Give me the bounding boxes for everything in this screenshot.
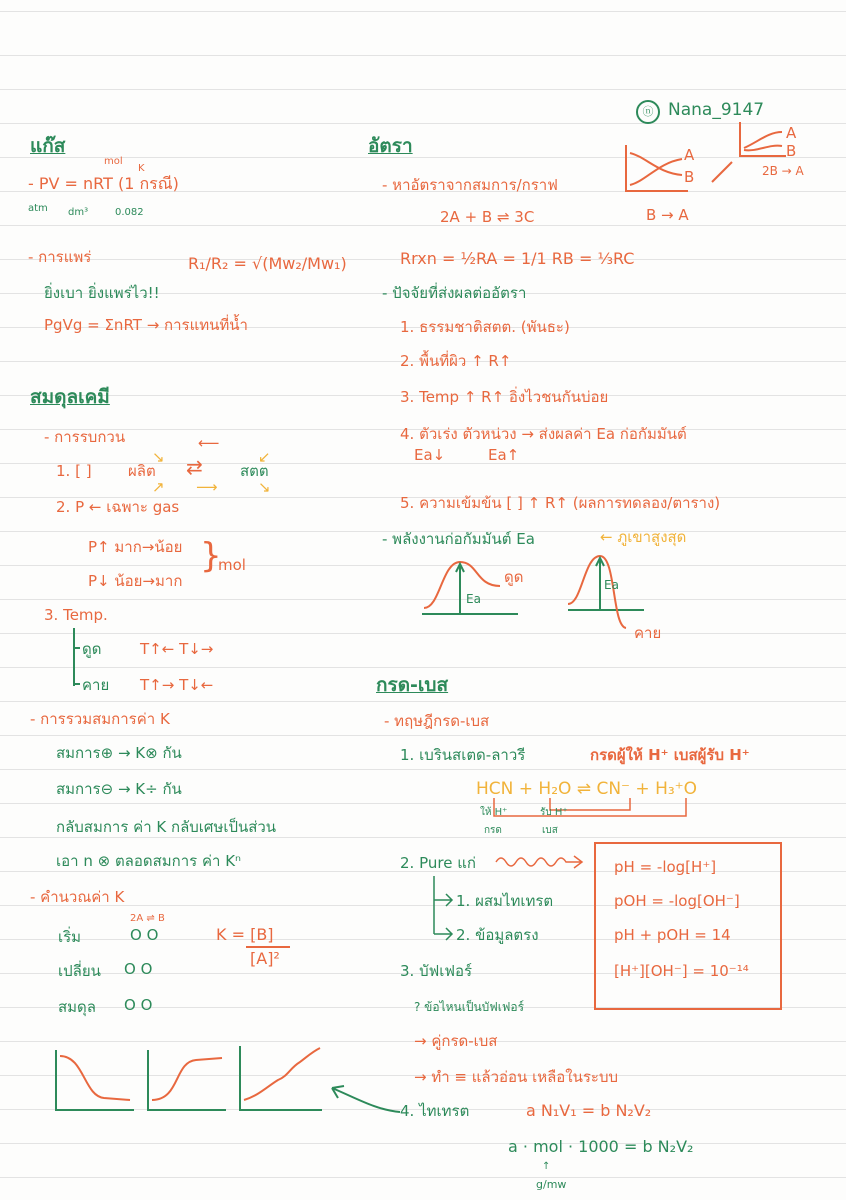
buffer-pair: → คู่กรด-เบส xyxy=(414,1032,498,1050)
calc-k: - คำนวณค่า K xyxy=(30,888,125,906)
activation-energy: - พลังงานก่อกัมมันต์ Ea xyxy=(382,530,535,548)
lighter-note: ยิ่งเบา ยิ่งแพร่ไว!! xyxy=(44,284,160,302)
temp-absorb: ดูด xyxy=(82,640,102,658)
factor-1: 1. ธรรมชาติสตต. (พันธะ) xyxy=(400,318,570,336)
dm3-unit: dm³ xyxy=(68,207,89,218)
factor-4-ea-up: Ea↑ xyxy=(488,446,520,464)
arrow-left-icon: ⟵ xyxy=(198,434,220,452)
reverse-eq: กลับสมการ ค่า K กลับเศษเป็นส่วน xyxy=(56,818,277,836)
endo-ea: Ea xyxy=(466,592,481,606)
reactant-label: สตต xyxy=(240,462,269,480)
rate-graph1-b: B xyxy=(684,168,695,186)
rate-graph1-caption: B → A xyxy=(646,206,689,224)
calc-reaction: 2A ⇌ B xyxy=(130,913,165,924)
titration-label: 4. ไทเทรต xyxy=(400,1102,470,1120)
author-name: Nana_9147 xyxy=(668,100,765,120)
rate-graph2-a: A xyxy=(786,124,797,142)
ice-eq: สมดุล xyxy=(58,998,96,1016)
pure-strong: 2. Pure แก่ xyxy=(400,854,476,872)
arrow-curve-icon: ↗ xyxy=(152,478,165,496)
ice-start: เริ่ม xyxy=(58,928,82,946)
eq-arrows: ⇄ xyxy=(186,455,203,479)
k-expr-top: K = [B] xyxy=(216,925,274,944)
direct-data: 2. ข้อมูลตรง xyxy=(456,926,539,944)
arrow-curve-icon: ↙ xyxy=(258,448,271,466)
graph-decreasing xyxy=(54,1050,134,1112)
water-collect: PgVg = ΣnRT → การแทนที่น้ำ xyxy=(44,316,248,334)
factor-4-ea-down: Ea↓ xyxy=(414,446,446,464)
combine-k: - การรวมสมการค่า K xyxy=(30,710,170,728)
buffer-leftover: → ทำ ≡ แล้วอ่อน เหลือในระบบ xyxy=(414,1068,619,1086)
acid-base-definition: กรดผู้ให้ H⁺ เบสผู้รับ H⁺ xyxy=(590,746,750,764)
conjugate-bracket xyxy=(490,798,690,820)
disturb-label: - การรบกวน xyxy=(44,428,126,446)
graham-law: R₁/R₂ = √(Mw₂/Mw₁) xyxy=(188,254,347,273)
bronsted-lowry: 1. เบรินสเตด-ลาวรี xyxy=(400,746,526,764)
ph-sum: pH + pOH = 14 xyxy=(614,926,731,944)
ice-change: เปลี่ยน xyxy=(58,962,101,980)
temp-release: คาย xyxy=(82,676,110,694)
arrow-curve-icon: ↘ xyxy=(152,448,165,466)
find-rate: - หาอัตราจากสมการ/กราฟ xyxy=(382,176,558,194)
p-decrease: P↓ น้อย→มาก xyxy=(88,572,183,590)
rate-reaction: 2A + B ⇌ 3C xyxy=(440,208,535,226)
up-arrow-icon: ↑ xyxy=(542,1161,551,1172)
curved-arrow-icon xyxy=(326,1080,402,1114)
temp-release-dir: T↑→ T↓← xyxy=(140,676,214,694)
peak-note: ← ภูเขาสูงสุด xyxy=(600,528,687,546)
mix-titrate: 1. ผสมไทเทรต xyxy=(456,892,554,910)
k-expr-bottom: [A]² xyxy=(250,949,280,968)
atm-unit: atm xyxy=(28,203,48,214)
example-equation: HCN + H₂O ⇌ CN⁻ + H₃⁺O xyxy=(476,779,698,799)
factor-3: 3. Temp ↑ R↑ อิ่งไวชนกันบ่อย xyxy=(400,388,609,406)
arrow-right-icon: ⟶ xyxy=(196,478,218,496)
eq-item-2: 2. P ← เฉพาะ gas xyxy=(56,498,180,516)
temp-absorb-dir: T↑← T↓→ xyxy=(140,640,214,658)
accept-h-label: รับ H⁺ xyxy=(540,807,568,818)
exo-ea: Ea xyxy=(604,578,619,592)
ideal-gas-law: - PV = nRT (1 กรณี) xyxy=(28,174,179,193)
ice-start-circles: O O xyxy=(130,926,159,944)
ph-formula: pH = -log[H⁺] xyxy=(614,858,717,876)
give-h-label: ให้ H⁺ xyxy=(480,807,508,818)
rate-factors: - ปัจจัยที่ส่งผลต่ออัตรา xyxy=(382,284,527,302)
titration-eq: a N₁V₁ = b N₂V₂ xyxy=(526,1101,652,1120)
peak-note-text: ภูเขาสูงสุด xyxy=(617,528,687,546)
rate-graph2-caption: 2B → A xyxy=(762,164,804,178)
buffer-label: 3. บัฟเฟอร์ xyxy=(400,962,473,980)
author-icon: ⓝ xyxy=(636,100,660,124)
eq-item-3: 3. Temp. xyxy=(44,606,108,624)
arrow-curve-icon: ↘ xyxy=(258,478,271,496)
acid-label: กรด xyxy=(484,825,502,836)
mol-label: mol xyxy=(218,556,246,574)
poh-formula: pOH = -log[OH⁻] xyxy=(614,892,740,910)
rate-heading: อัตรา xyxy=(368,135,413,157)
endo-label: ดูด xyxy=(504,568,524,586)
divider-slash xyxy=(710,160,734,184)
wavy-arrow-icon xyxy=(494,852,586,872)
exo-label: คาย xyxy=(634,624,662,642)
temp-bracket xyxy=(66,626,80,688)
titration-eq2: a · mol · 1000 = b N₂V₂ xyxy=(508,1137,694,1156)
graph-increasing xyxy=(146,1050,226,1112)
acid-base-heading: กรด-เบส xyxy=(376,674,449,696)
graph-steps xyxy=(238,1046,324,1112)
rate-expression: Rrxn = ½RA = 1/1 RB = ⅓RC xyxy=(400,249,635,268)
acid-base-theory: - ทฤษฎีกรด-เบส xyxy=(384,712,490,730)
factor-5: 5. ความเข้มข้น [ ] ↑ R↑ (ผลการทดลอง/ตาราง) xyxy=(400,494,721,512)
base-label: เบส xyxy=(542,825,558,836)
mol-unit: mol xyxy=(104,156,123,167)
r-constant: 0.082 xyxy=(115,207,144,218)
rate-graph-2 xyxy=(738,122,788,158)
sub-eq: สมการ⊖ → K÷ กัน xyxy=(56,780,182,798)
equilibrium-heading: สมดุลเคมี xyxy=(30,386,110,408)
gas-heading: แก๊ส xyxy=(30,135,66,157)
product-label: ผลิต xyxy=(128,462,156,480)
rate-graph-1 xyxy=(624,145,690,193)
diffusion-label: - การแพร่ xyxy=(28,248,92,266)
p-increase: P↑ มาก→น้อย xyxy=(88,538,183,556)
branch-arrows xyxy=(430,876,456,938)
brace: } xyxy=(200,536,222,576)
multiply-eq: เอา n ⊗ ตลอดสมการ ค่า Kⁿ xyxy=(56,852,242,870)
g-mw: g/mw xyxy=(536,1178,567,1191)
k-unit: K xyxy=(138,163,145,174)
ice-eq-circles: O O xyxy=(124,996,153,1014)
add-eq: สมการ⊕ → K⊗ กัน xyxy=(56,744,182,762)
factor-4: 4. ตัวเร่ง ตัวหน่วง → ส่งผลค่า Ea ก่อกัมมันต์ xyxy=(400,425,687,443)
rate-graph1-a: A xyxy=(684,146,695,164)
rate-graph2-b: B xyxy=(786,142,797,160)
k-fraction-bar xyxy=(246,946,290,948)
which-buffer: ? ข้อไหนเป็นบัฟเฟอร์ xyxy=(414,1000,525,1014)
factor-2: 2. พื้นที่ผิว ↑ R↑ xyxy=(400,352,512,370)
endothermic-graph xyxy=(420,556,520,618)
ice-change-circles: O O xyxy=(124,960,153,978)
eq-item-1: 1. [ ] xyxy=(56,462,92,480)
kw-formula: [H⁺][OH⁻] = 10⁻¹⁴ xyxy=(614,962,749,980)
